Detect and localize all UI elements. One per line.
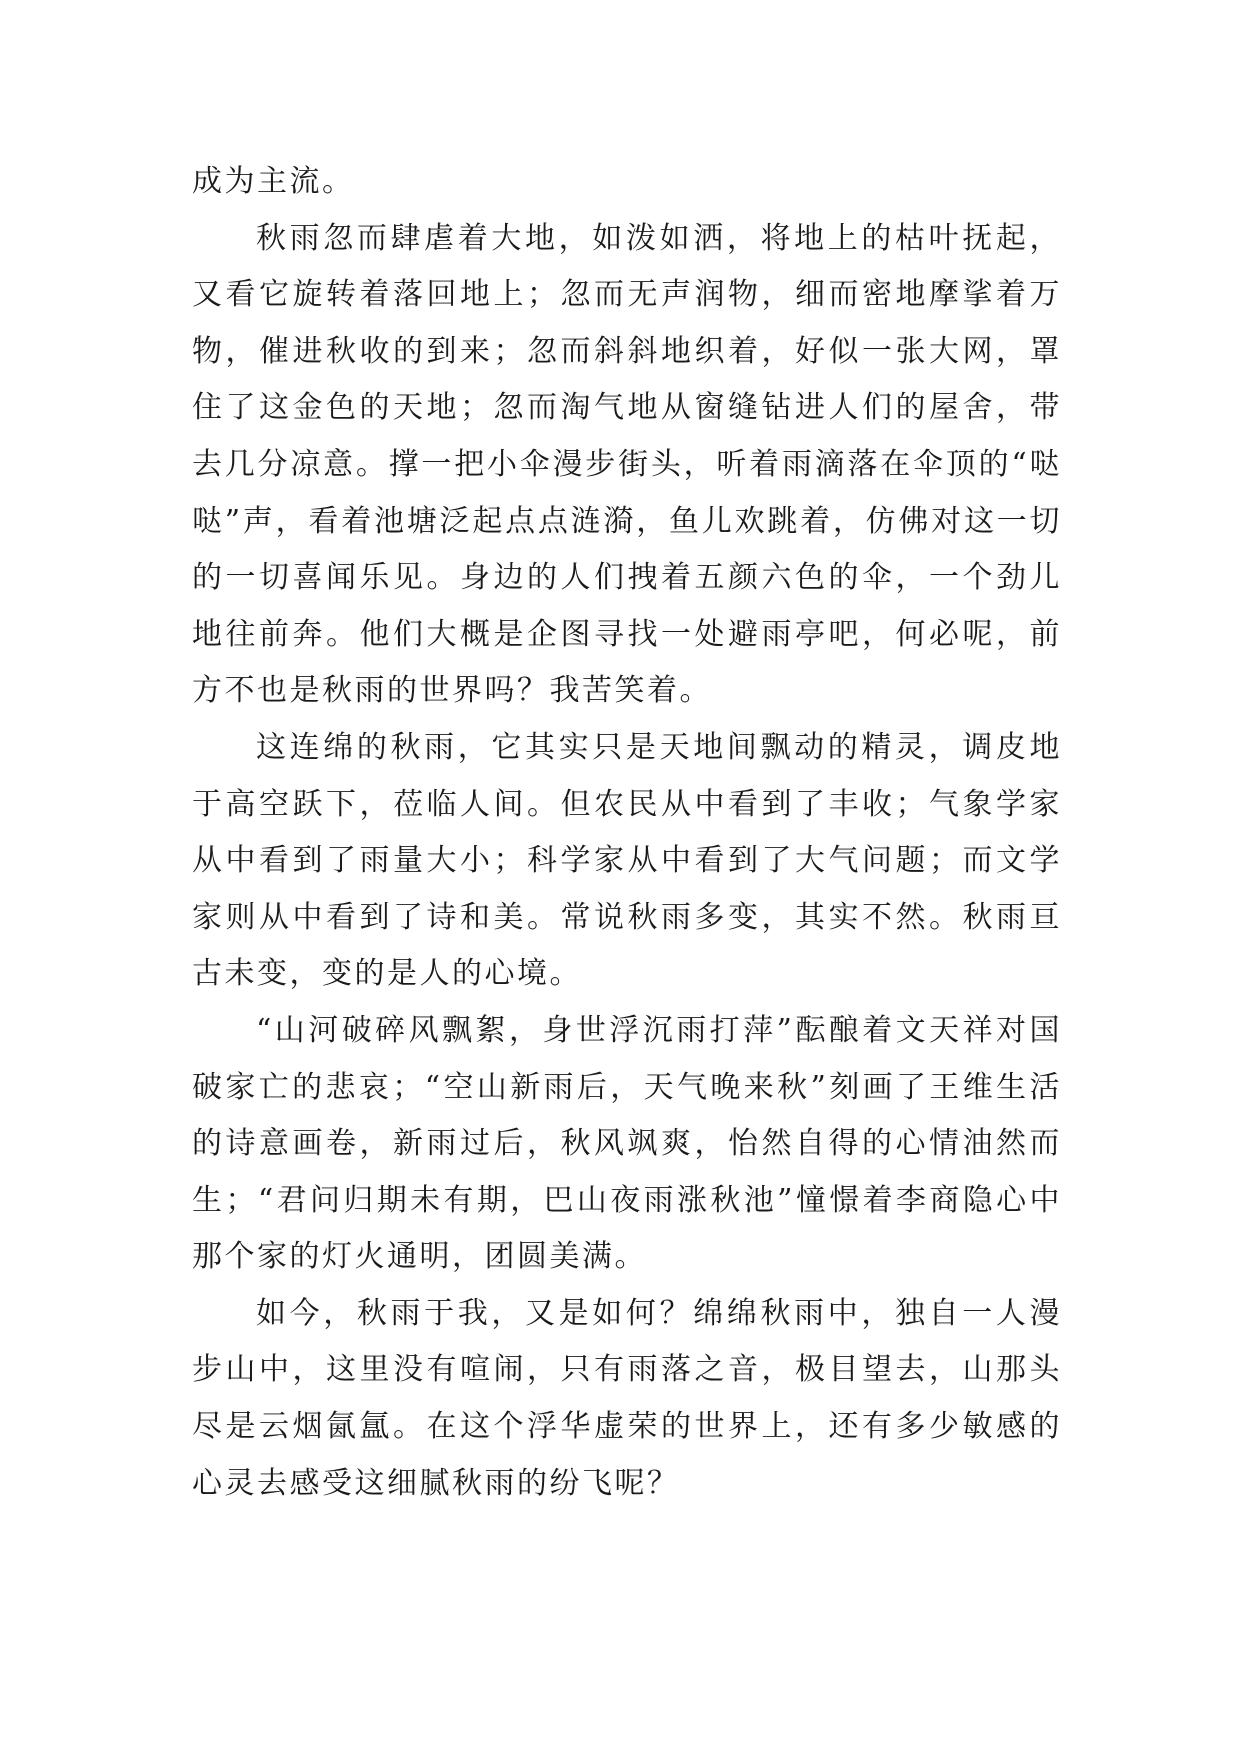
paragraph-reflection: 如今，秋雨于我，又是如何？绵绵秋雨中，独自一人漫步山中，这里没有喧闹，只有雨落之音，极目望去，山那头尽是云烟氤氲。在这个浮华虚荣的世界上，还有多少敏感的心灵去感受这细腻秋雨的纷飞呢？	[192, 1295, 1062, 1501]
paragraph-continuation: 成为主流。	[192, 164, 355, 199]
paragraph-poetry: “山河破碎风飘絮，身世浮沉雨打萍”酝酿着文天祥对国破家亡的悲哀；“空山新雨后，天气晚来秋”刻画了王维生活的诗意画卷，新雨过后，秋风飒爽，怡然自得的心情油然而生；“君问归期未有期，巴山夜雨涨秋池”憧憬着李商隐心中那个家的灯火通明，团圆美满。	[192, 1012, 1062, 1275]
paragraph-autumn-rain-scene: 秋雨忽而肆虐着大地，如泼如洒，将地上的枯叶抚起，又看它旋转着落回地上；忽而无声润物，细而密地摩挲着万物，催进秋收的到来；忽而斜斜地织着，好似一张大网，罩住了这金色的天地；忽而淘气地从窗缝钻进人们的屋舍，带去几分凉意。撑一把小伞漫步街头，听着雨滴落在伞顶的“哒哒”声，看着池塘泛起点点涟漪，鱼儿欢跳着，仿佛对这一切的一切喜闻乐见。身边的人们拽着五颜六色的伞，一个劲儿地往前奔。他们大概是企图寻找一处避雨亭吧，何必呢，前方不也是秋雨的世界吗？我苦笑着。	[192, 220, 1062, 709]
body-text	[192, 154, 1062, 1512]
paragraph-rain-spirit: 这连绵的秋雨，它其实只是天地间飘动的精灵，调皮地于高空跃下，莅临人间。但农民从中看到了丰收；气象学家从中看到了雨量大小；科学家从中看到了大气问题；而文学家则从中看到了诗和美。常说秋雨多变，其实不然。秋雨亘古未变，变的是人的心境。	[192, 729, 1062, 992]
